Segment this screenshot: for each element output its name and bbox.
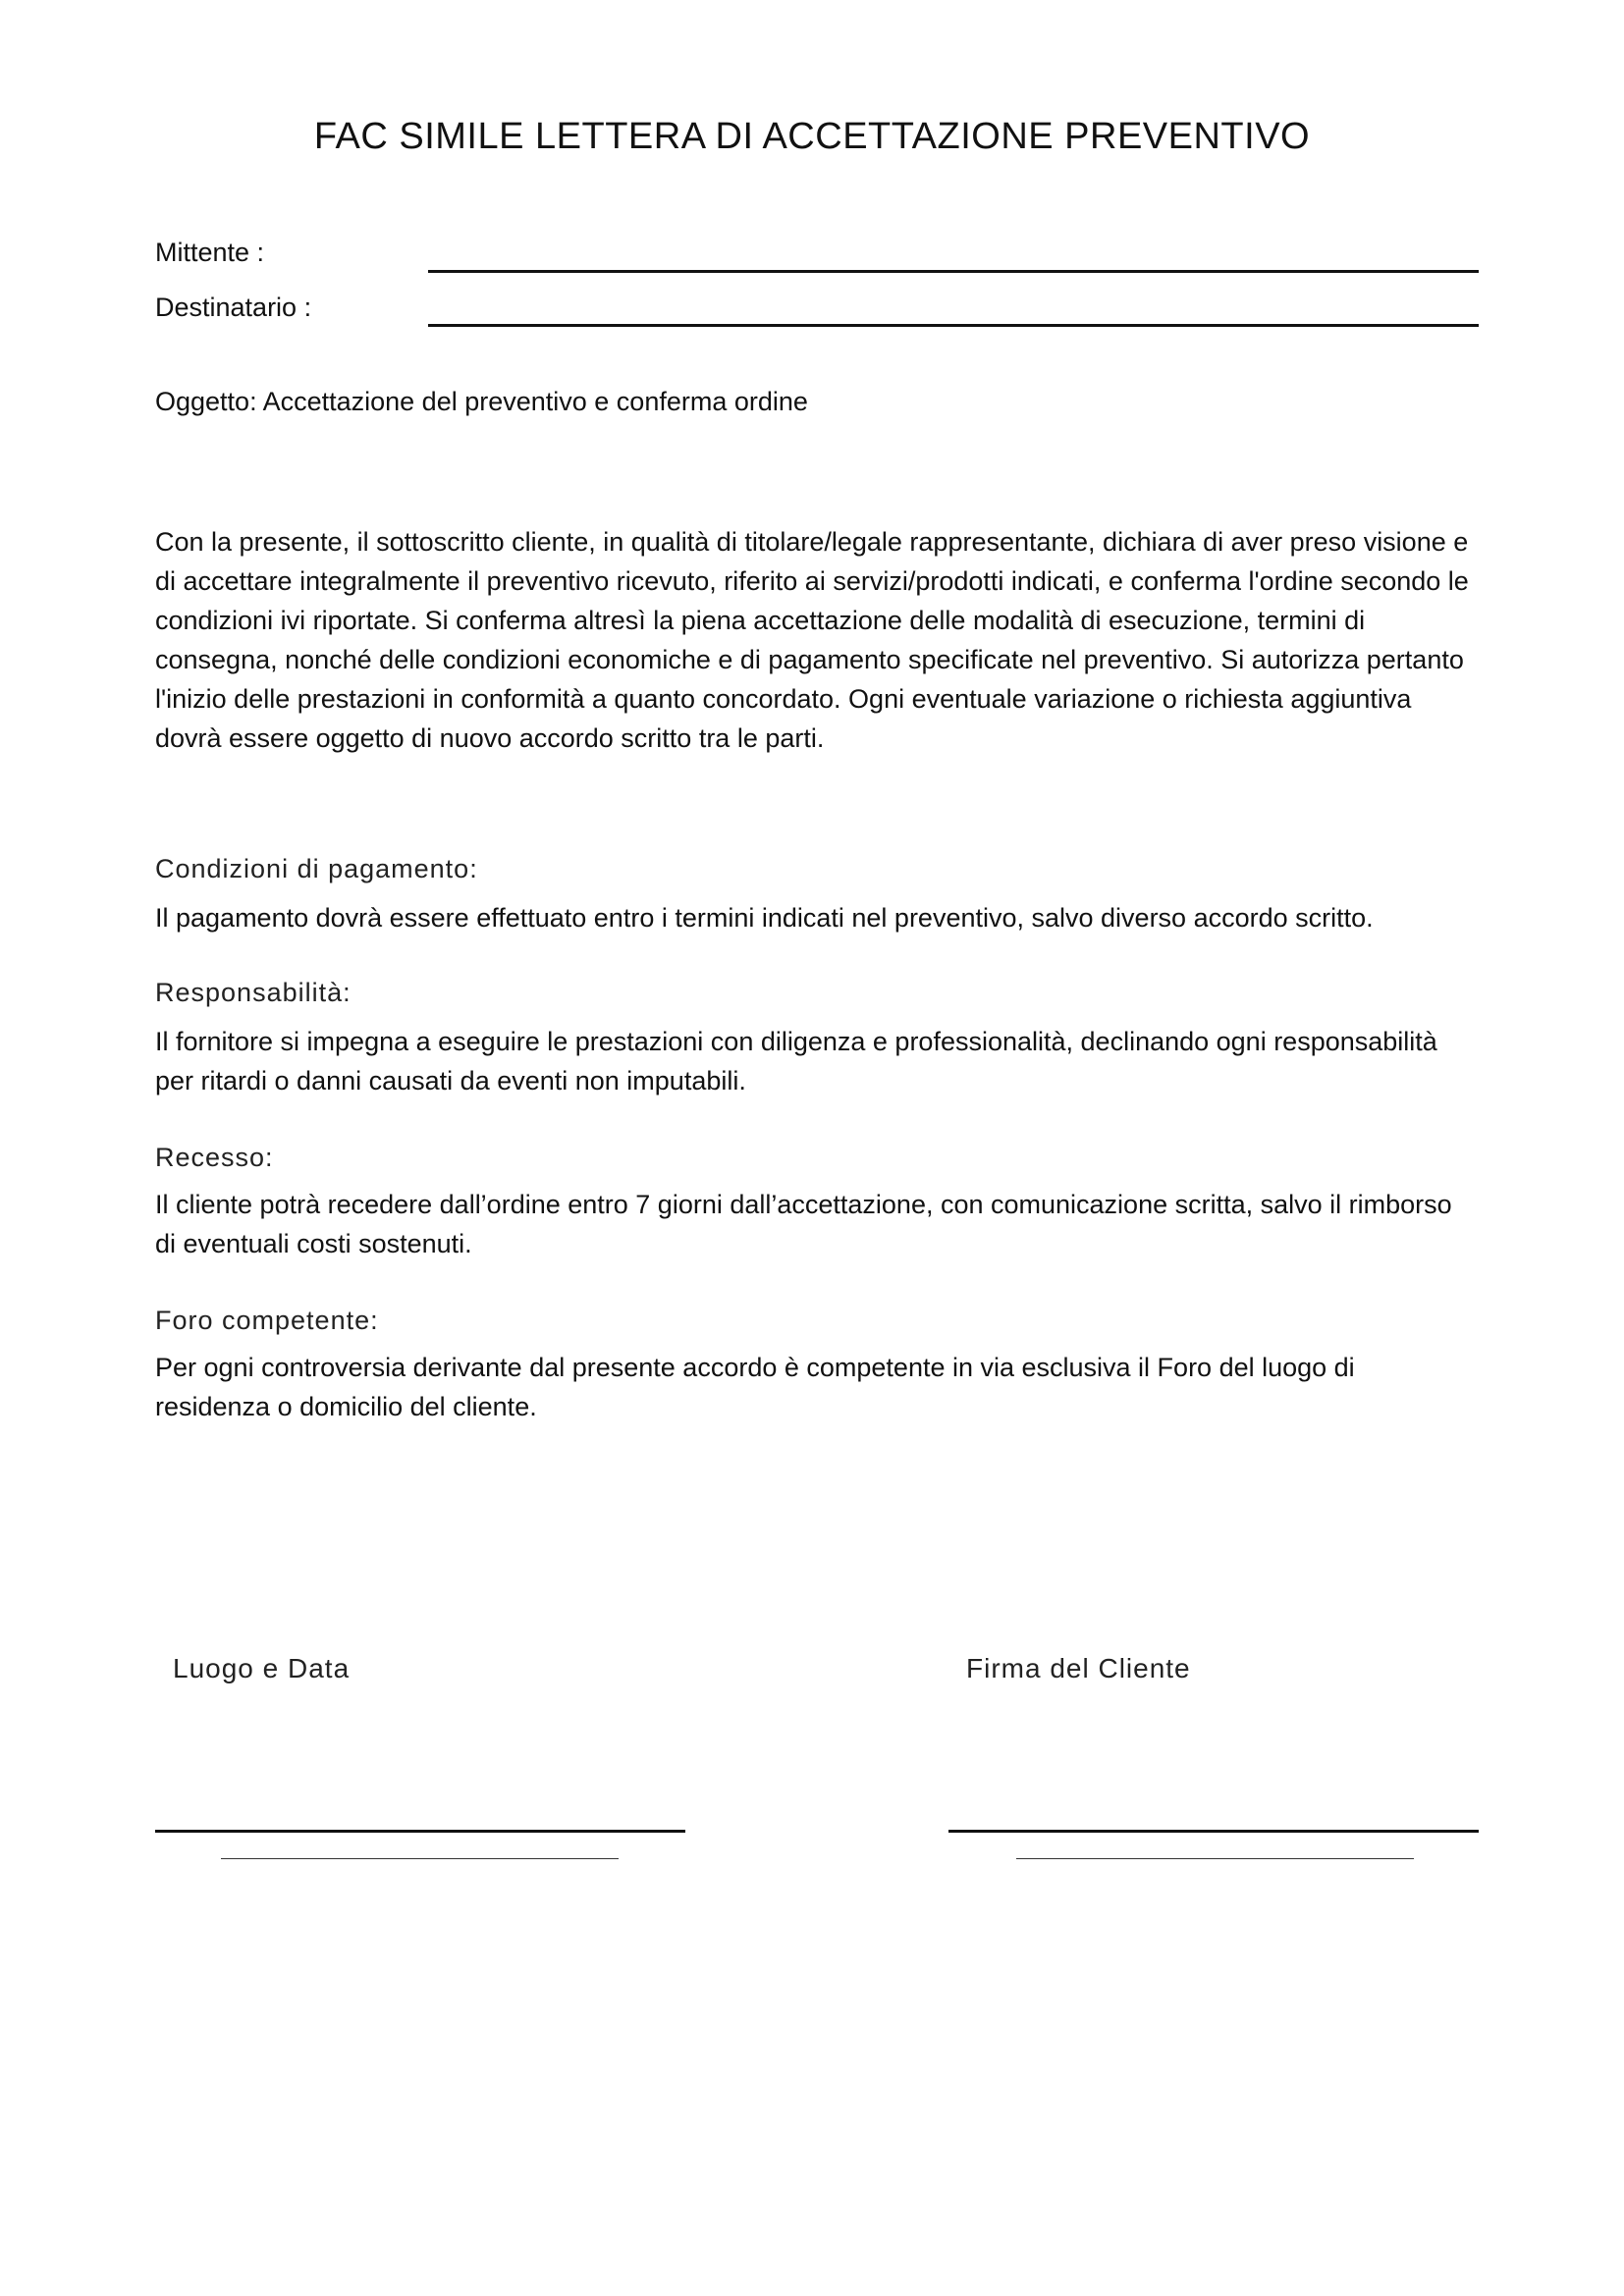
recipient-line[interactable]: [428, 324, 1479, 327]
client-signature-line[interactable]: [948, 1830, 1479, 1833]
place-date-line[interactable]: [155, 1830, 685, 1833]
sender-line[interactable]: [428, 270, 1479, 273]
withdrawal-heading: Recesso:: [155, 1143, 274, 1172]
place-date-underscore: [221, 1858, 619, 1859]
liability-text: Il fornitore si impegna a eseguire le prestazioni con diligenza e professionalità, declinando ogni responsabilità per ritardi o danni causati da eventi non imputabili.: [155, 1027, 1437, 1095]
body-paragraph: Con la presente, il sottoscritto cliente, in qualità di titolare/legale rappresentante, dichiara di aver preso visione e di accettare integralmente il preventivo ricevuto, riferito ai servizi/prodotti indicati, e conferma l'ordine secondo le condizioni ivi riportate. Si conferma altresì la piena accettazione delle modalità di esecuzione, termini di consegna, nonché delle condizioni economiche e di pagamento specificate nel preventivo. Si autorizza pertanto l'inizio delle prestazioni in conformità a quanto concordato. Ogni eventuale variazione o richiesta aggiuntiva dovrà essere oggetto di nuovo accordo scritto tra le parti.: [155, 527, 1469, 753]
recipient-label: Destinatario :: [155, 293, 312, 322]
liability-heading: Responsabilità:: [155, 978, 352, 1007]
jurisdiction-heading: Foro competente:: [155, 1306, 379, 1335]
place-date-label: Luogo e Data: [173, 1653, 351, 1683]
document-title: FAC SIMILE LETTERA DI ACCETTAZIONE PREVENTIVO: [313, 116, 1311, 157]
withdrawal-text: Il cliente potrà recedere dall’ordine entro 7 giorni dall’accettazione, con comunicazione scritta, salvo il rimborso di eventuali costi sostenuti.: [155, 1190, 1452, 1258]
sender-label: Mittente :: [155, 238, 265, 267]
client-signature-label: Firma del Cliente: [966, 1653, 1191, 1683]
subject-line: Oggetto: Accettazione del preventivo e conferma ordine: [155, 387, 808, 416]
payment-terms-heading: Condizioni di pagamento:: [155, 854, 478, 883]
jurisdiction-text: Per ogni controversia derivante dal presente accordo è competente in via esclusiva il Foro del luogo di residenza o domicilio del cliente.: [155, 1353, 1355, 1421]
payment-terms-text: Il pagamento dovrà essere effettuato entro i termini indicati nel preventivo, salvo diverso accordo scritto.: [155, 903, 1374, 933]
client-signature-underscore: [1016, 1858, 1414, 1859]
